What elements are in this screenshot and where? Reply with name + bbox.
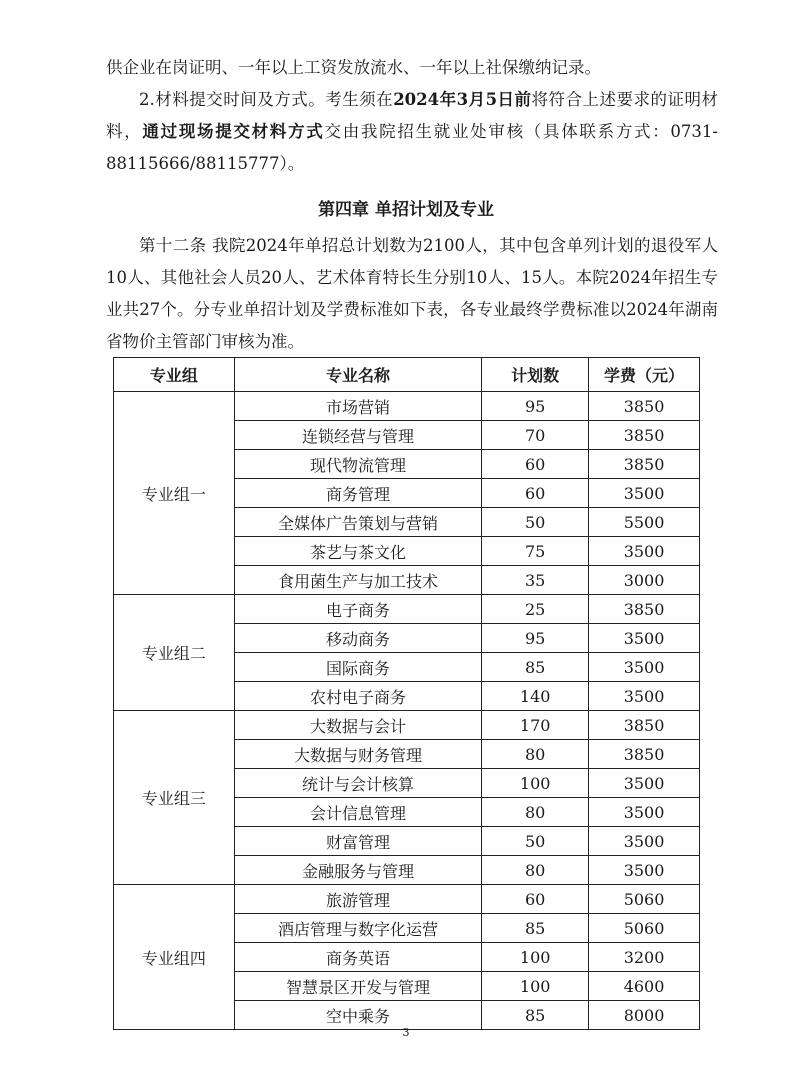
header-fee: 学费（元） [589, 358, 700, 392]
tuition-fee-cell: 3850 [589, 392, 700, 421]
plan-count-cell: 70 [482, 421, 589, 450]
tuition-fee-cell: 3500 [589, 653, 700, 682]
major-name-cell: 商务英语 [234, 943, 482, 972]
table-row [114, 392, 700, 421]
plan-count-cell: 50 [482, 508, 589, 537]
table-row [114, 595, 700, 624]
plan-count-cell: 60 [482, 885, 589, 914]
paragraph-submission-method [106, 84, 718, 180]
tuition-fee-cell: 3500 [589, 769, 700, 798]
submission-prefix: 2.材料提交时间及方式。考生须在 [139, 90, 394, 109]
tuition-fee-cell: 3500 [589, 537, 700, 566]
paragraph-article-12: 第十二条 我院2024年单招总计划数为2100人，其中包含单列计划的退役军人10人、其他社会人员20人、艺术体育特长生分别10人、15人。本院2024年招生专业共27个。分专业单招计划及学费标准如下表，各专业最终学费标准以2024年湖南省物价主管部门审核为准。 [106, 236, 718, 351]
tuition-fee-cell: 3850 [589, 595, 700, 624]
tuition-fee-cell: 5060 [589, 885, 700, 914]
major-name-cell: 电子商务 [234, 595, 482, 624]
tuition-fee-cell: 3500 [589, 682, 700, 711]
major-name-cell: 农村电子商务 [234, 682, 482, 711]
page-number: 3 [402, 1026, 410, 1039]
major-name-cell: 财富管理 [234, 827, 482, 856]
major-name-cell: 食用菌生产与加工技术 [234, 566, 482, 595]
major-name-cell: 市场营销 [234, 392, 482, 421]
tuition-fee-cell: 3500 [589, 624, 700, 653]
plan-count-cell: 95 [482, 392, 589, 421]
plan-count-cell: 85 [482, 653, 589, 682]
plan-count-cell: 95 [482, 624, 589, 653]
plan-count-cell: 85 [482, 914, 589, 943]
plan-count-cell: 80 [482, 798, 589, 827]
plan-count-cell: 60 [482, 450, 589, 479]
table-body [114, 392, 700, 1030]
group-name-cell: 专业组四 [114, 885, 235, 1030]
major-name-cell: 空中乘务 [234, 1001, 482, 1030]
major-name-cell: 移动商务 [234, 624, 482, 653]
plan-count-cell: 50 [482, 827, 589, 856]
tuition-fee-cell: 3500 [589, 856, 700, 885]
submission-middle: 将符合上述要求的证明材料， [106, 90, 719, 141]
major-name-cell: 旅游管理 [234, 885, 482, 914]
header-group: 专业组 [114, 358, 235, 392]
plan-count-cell: 80 [482, 856, 589, 885]
plan-count-cell: 100 [482, 769, 589, 798]
tuition-fee-cell: 3000 [589, 566, 700, 595]
tuition-fee-cell: 3500 [589, 798, 700, 827]
plan-count-cell: 80 [482, 740, 589, 769]
tuition-fee-cell: 5500 [589, 508, 700, 537]
header-plan: 计划数 [482, 358, 589, 392]
major-name-cell: 商务管理 [234, 479, 482, 508]
table-row [114, 711, 700, 740]
group-name-cell: 专业组一 [114, 392, 235, 595]
table-header-row [114, 358, 700, 392]
tuition-fee-cell: 3500 [589, 479, 700, 508]
tuition-fee-cell: 4600 [589, 972, 700, 1001]
plan-count-cell: 25 [482, 595, 589, 624]
plan-count-cell: 85 [482, 1001, 589, 1030]
chapter-title: 第四章 单招计划及专业 [318, 200, 494, 220]
plan-count-cell: 140 [482, 682, 589, 711]
major-name-cell: 大数据与会计 [234, 711, 482, 740]
major-name-cell: 大数据与财务管理 [234, 740, 482, 769]
paragraph-materials-list: 供企业在岗证明、一年以上工资发放流水、一年以上社保缴纳记录。 [106, 58, 601, 77]
plan-count-cell: 100 [482, 972, 589, 1001]
plan-count-cell: 35 [482, 566, 589, 595]
major-name-cell: 全媒体广告策划与营销 [234, 508, 482, 537]
group-name-cell: 专业组三 [114, 711, 235, 885]
tuition-fee-cell: 3200 [589, 943, 700, 972]
header-major: 专业名称 [234, 358, 482, 392]
tuition-fee-cell: 8000 [589, 1001, 700, 1030]
major-name-cell: 会计信息管理 [234, 798, 482, 827]
major-name-cell: 智慧景区开发与管理 [234, 972, 482, 1001]
table-row [114, 885, 700, 914]
major-name-cell: 现代物流管理 [234, 450, 482, 479]
major-name-cell: 金融服务与管理 [234, 856, 482, 885]
plan-count-cell: 75 [482, 537, 589, 566]
tuition-fee-cell: 3850 [589, 711, 700, 740]
tuition-fee-cell: 5060 [589, 914, 700, 943]
plan-count-cell: 100 [482, 943, 589, 972]
group-name-cell: 专业组二 [114, 595, 235, 711]
plan-count-cell: 60 [482, 479, 589, 508]
submission-contact: 交由我院招生就业处审核（具体联系方式：0731-88115666/88115777）。 [106, 122, 719, 173]
major-name-cell: 统计与会计核算 [234, 769, 482, 798]
major-name-cell: 连锁经营与管理 [234, 421, 482, 450]
major-name-cell: 国际商务 [234, 653, 482, 682]
major-name-cell: 茶艺与茶文化 [234, 537, 482, 566]
tuition-fee-cell: 3850 [589, 421, 700, 450]
submission-deadline: 2024年3月5日前 [393, 90, 532, 109]
majors-table [113, 357, 700, 1030]
tuition-fee-cell: 3850 [589, 740, 700, 769]
major-name-cell: 酒店管理与数字化运营 [234, 914, 482, 943]
submission-method: 通过现场提交材料方式 [142, 122, 325, 141]
tuition-fee-cell: 3500 [589, 827, 700, 856]
plan-count-cell: 170 [482, 711, 589, 740]
tuition-fee-cell: 3850 [589, 450, 700, 479]
